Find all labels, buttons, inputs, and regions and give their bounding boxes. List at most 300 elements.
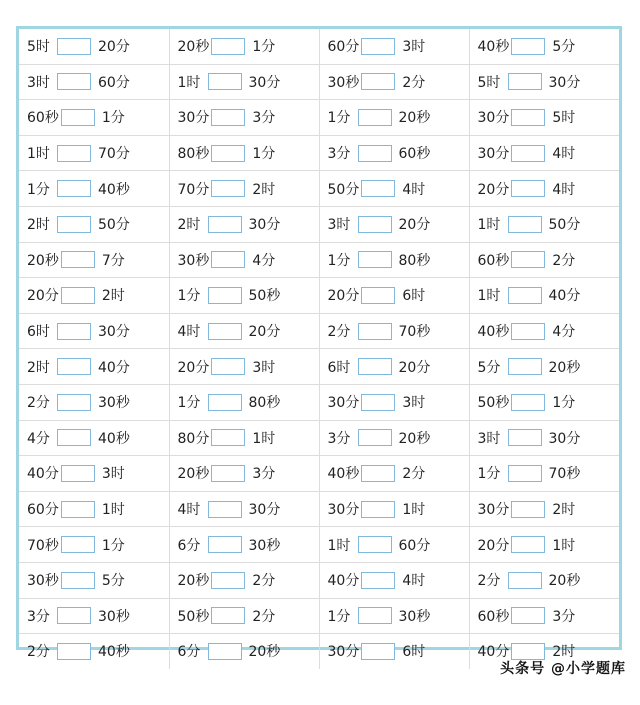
- right-quantity: 30分: [548, 430, 581, 447]
- comparison-problem: [170, 428, 319, 448]
- answer-box[interactable]: [211, 465, 245, 482]
- problem-cell: [19, 278, 169, 314]
- left-quantity: 80分: [177, 430, 210, 447]
- left-quantity: 1分: [177, 288, 201, 305]
- left-quantity: 20分: [327, 288, 360, 305]
- right-quantity: 20秒: [248, 644, 281, 661]
- answer-box[interactable]: [511, 536, 545, 553]
- comparison-problem: [470, 357, 620, 377]
- answer-box[interactable]: [511, 38, 545, 55]
- comparison-problem: [170, 463, 319, 483]
- comparison-problem: [170, 392, 319, 412]
- left-quantity: 1时: [477, 288, 501, 305]
- right-quantity: 3分: [552, 608, 576, 625]
- right-quantity: 50秒: [248, 288, 281, 305]
- problem-cell: [469, 64, 619, 100]
- table-row: [19, 491, 619, 527]
- left-quantity: 70分: [177, 181, 210, 198]
- left-quantity: 6时: [327, 359, 351, 376]
- worksheet-table-frame: [16, 26, 622, 661]
- comparison-problem: [170, 250, 319, 270]
- left-quantity: 1时: [327, 537, 351, 554]
- comparison-problem: [470, 570, 620, 590]
- right-quantity: 1分: [101, 110, 125, 127]
- answer-box[interactable]: [361, 38, 395, 55]
- comparison-problem: [19, 107, 169, 127]
- comparison-problem: [470, 72, 620, 92]
- answer-box[interactable]: [57, 607, 91, 624]
- problem-cell: [469, 206, 619, 242]
- right-quantity: 4时: [402, 573, 426, 590]
- right-quantity: 4分: [552, 324, 576, 341]
- answer-box[interactable]: [208, 536, 242, 553]
- problem-cell: [169, 64, 319, 100]
- answer-box[interactable]: [57, 73, 91, 90]
- left-quantity: 50分: [327, 181, 360, 198]
- answer-box[interactable]: [511, 180, 545, 197]
- problem-cell: [169, 420, 319, 456]
- answer-box[interactable]: [57, 394, 91, 411]
- answer-box[interactable]: [358, 429, 392, 446]
- left-quantity: 1时: [477, 217, 501, 234]
- comparison-problem: [170, 214, 319, 234]
- right-quantity: 40分: [98, 359, 130, 376]
- problem-cell: [169, 278, 319, 314]
- left-quantity: 20分: [27, 288, 59, 305]
- right-quantity: 3时: [402, 39, 426, 56]
- comparison-problem: [19, 392, 169, 412]
- right-quantity: 2分: [552, 252, 576, 269]
- answer-box[interactable]: [358, 607, 392, 624]
- left-quantity: 4时: [177, 502, 201, 519]
- table-row: [19, 527, 619, 563]
- right-quantity: 50分: [548, 217, 581, 234]
- answer-box[interactable]: [361, 287, 395, 304]
- right-quantity: 1时: [402, 502, 426, 519]
- comparison-problem: [19, 72, 169, 92]
- answer-box[interactable]: [511, 501, 545, 518]
- footer-watermark: 头条号 @小学题库: [500, 661, 626, 677]
- left-quantity: 1分: [477, 466, 501, 483]
- right-quantity: 20秒: [548, 573, 581, 590]
- table-row: [19, 242, 619, 278]
- left-quantity: 5时: [27, 39, 50, 56]
- problem-cell: [469, 171, 619, 207]
- problem-cell: [469, 384, 619, 420]
- problem-cell: [469, 420, 619, 456]
- comparison-problem: [320, 214, 469, 234]
- left-quantity: 20秒: [177, 39, 210, 56]
- answer-box[interactable]: [511, 251, 545, 268]
- right-quantity: 4时: [402, 181, 426, 198]
- left-quantity: 5分: [477, 359, 501, 376]
- problem-cell: [169, 135, 319, 171]
- comparison-problem: [320, 321, 469, 341]
- left-quantity: 30分: [477, 110, 510, 127]
- left-quantity: 30分: [327, 502, 360, 519]
- comparison-problem: [470, 535, 620, 555]
- left-quantity: 30秒: [327, 74, 360, 91]
- comparison-problem: [470, 321, 620, 341]
- answer-box[interactable]: [208, 643, 242, 660]
- answer-box[interactable]: [358, 323, 392, 340]
- answer-box[interactable]: [57, 38, 91, 55]
- right-quantity: 30秒: [98, 608, 130, 625]
- table-row: [19, 562, 619, 598]
- problem-cell: [19, 349, 169, 385]
- left-quantity: 1时: [177, 74, 201, 91]
- comparison-problem: [19, 143, 169, 163]
- problem-cell: [469, 242, 619, 278]
- problem-cell: [319, 135, 469, 171]
- comparison-problem: [320, 179, 469, 199]
- comparison-problem: [19, 321, 169, 341]
- right-quantity: 1时: [101, 502, 125, 519]
- table-row: [19, 598, 619, 634]
- problem-cell: [319, 100, 469, 136]
- left-quantity: 5时: [477, 74, 501, 91]
- answer-box[interactable]: [208, 394, 242, 411]
- comparison-problem: [320, 36, 469, 56]
- right-quantity: 1分: [552, 395, 576, 412]
- comparison-problem: [320, 357, 469, 377]
- left-quantity: 40秒: [477, 39, 510, 56]
- problem-cell: [19, 420, 169, 456]
- left-quantity: 2时: [27, 359, 50, 376]
- left-quantity: 50秒: [477, 395, 510, 412]
- answer-box[interactable]: [61, 465, 95, 482]
- left-quantity: 4时: [177, 324, 201, 341]
- comparison-problem: [470, 606, 620, 626]
- answer-box[interactable]: [57, 145, 91, 162]
- answer-box[interactable]: [508, 358, 542, 375]
- comparison-problem: [19, 499, 169, 519]
- left-quantity: 2时: [27, 217, 50, 234]
- comparison-problem: [320, 535, 469, 555]
- left-quantity: 40分: [477, 644, 510, 661]
- answer-box[interactable]: [57, 643, 91, 660]
- answer-box[interactable]: [57, 358, 91, 375]
- comparison-problem: [470, 107, 620, 127]
- problem-cell: [169, 206, 319, 242]
- right-quantity: 60分: [98, 74, 130, 91]
- answer-box[interactable]: [358, 358, 392, 375]
- right-quantity: 2分: [402, 466, 426, 483]
- comparison-problem: [320, 285, 469, 305]
- left-quantity: 30秒: [27, 573, 59, 590]
- left-quantity: 50秒: [177, 608, 210, 625]
- right-quantity: 4时: [552, 181, 576, 198]
- right-quantity: 20分: [98, 39, 130, 56]
- right-quantity: 4时: [552, 146, 576, 163]
- answer-box[interactable]: [511, 145, 545, 162]
- answer-box[interactable]: [208, 501, 242, 518]
- comparison-problem: [19, 357, 169, 377]
- answer-box[interactable]: [211, 607, 245, 624]
- left-quantity: 1分: [177, 395, 201, 412]
- right-quantity: 80秒: [248, 395, 281, 412]
- left-quantity: 3时: [477, 430, 501, 447]
- comparison-problem: [170, 357, 319, 377]
- comparison-problem: [470, 428, 620, 448]
- left-quantity: 70秒: [27, 537, 59, 554]
- problem-cell: [319, 278, 469, 314]
- answer-box[interactable]: [511, 607, 545, 624]
- problem-cell: [169, 634, 319, 669]
- right-quantity: 3时: [252, 359, 276, 376]
- answer-box[interactable]: [61, 501, 95, 518]
- answer-box[interactable]: [361, 180, 395, 197]
- answer-box[interactable]: [211, 251, 245, 268]
- left-quantity: 3分: [327, 430, 351, 447]
- problem-cell: [469, 135, 619, 171]
- answer-box[interactable]: [211, 429, 245, 446]
- left-quantity: 20秒: [177, 573, 210, 590]
- answer-box[interactable]: [208, 73, 242, 90]
- answer-box[interactable]: [361, 643, 395, 660]
- problem-cell: [469, 527, 619, 563]
- right-quantity: 2时: [252, 181, 276, 198]
- problem-cell: [19, 527, 169, 563]
- left-quantity: 6分: [177, 537, 201, 554]
- table-body: [19, 29, 619, 669]
- right-quantity: 40分: [548, 288, 581, 305]
- answer-box[interactable]: [61, 251, 95, 268]
- problem-cell: [169, 562, 319, 598]
- right-quantity: 2分: [252, 608, 276, 625]
- answer-box[interactable]: [361, 73, 395, 90]
- answer-box[interactable]: [208, 323, 242, 340]
- problem-cell: [469, 278, 619, 314]
- comparison-problem: [170, 36, 319, 56]
- answer-box[interactable]: [361, 394, 395, 411]
- answer-box[interactable]: [358, 251, 392, 268]
- answer-box[interactable]: [61, 572, 95, 589]
- left-quantity: 60分: [327, 39, 360, 56]
- problem-cell: [319, 456, 469, 492]
- problem-cell: [319, 29, 469, 64]
- problem-cell: [469, 598, 619, 634]
- right-quantity: 30分: [98, 324, 130, 341]
- right-quantity: 2分: [252, 573, 276, 590]
- problem-cell: [19, 562, 169, 598]
- answer-box[interactable]: [511, 394, 545, 411]
- problem-cell: [319, 313, 469, 349]
- left-quantity: 4分: [27, 430, 50, 447]
- right-quantity: 60秒: [398, 146, 431, 163]
- comparison-problem: [19, 179, 169, 199]
- comparison-problem: [19, 36, 169, 56]
- right-quantity: 40秒: [98, 181, 130, 198]
- right-quantity: 50分: [98, 217, 130, 234]
- problem-cell: [319, 420, 469, 456]
- right-quantity: 6时: [402, 644, 426, 661]
- right-quantity: 20秒: [548, 359, 581, 376]
- right-quantity: 20分: [398, 359, 431, 376]
- answer-box[interactable]: [208, 287, 242, 304]
- comparison-problem: [470, 143, 620, 163]
- left-quantity: 20分: [177, 359, 210, 376]
- answer-box[interactable]: [361, 465, 395, 482]
- answer-box[interactable]: [508, 572, 542, 589]
- answer-box[interactable]: [508, 465, 542, 482]
- right-quantity: 70分: [98, 146, 130, 163]
- answer-box[interactable]: [358, 216, 392, 233]
- answer-box[interactable]: [511, 323, 545, 340]
- answer-box[interactable]: [211, 180, 245, 197]
- answer-box[interactable]: [358, 536, 392, 553]
- right-quantity: 40秒: [98, 430, 130, 447]
- table-row: [19, 206, 619, 242]
- problem-cell: [169, 598, 319, 634]
- problem-cell: [469, 456, 619, 492]
- answer-box[interactable]: [61, 287, 95, 304]
- right-quantity: 2时: [552, 502, 576, 519]
- right-quantity: 5时: [552, 110, 576, 127]
- left-quantity: 1分: [27, 181, 50, 198]
- comparison-problem: [320, 606, 469, 626]
- answer-box[interactable]: [57, 323, 91, 340]
- answer-box[interactable]: [358, 109, 392, 126]
- left-quantity: 3分: [27, 608, 50, 625]
- problem-cell: [169, 100, 319, 136]
- comparison-problem: [470, 250, 620, 270]
- problem-cell: [19, 29, 169, 64]
- comparison-problem: [170, 179, 319, 199]
- right-quantity: 20分: [248, 324, 281, 341]
- problem-cell: [319, 562, 469, 598]
- left-quantity: 3时: [27, 74, 50, 91]
- left-quantity: 2时: [177, 217, 201, 234]
- problem-cell: [319, 598, 469, 634]
- right-quantity: 30秒: [98, 395, 130, 412]
- left-quantity: 30秒: [177, 252, 210, 269]
- table-row: [19, 456, 619, 492]
- answer-box[interactable]: [208, 216, 242, 233]
- right-quantity: 3分: [252, 110, 276, 127]
- answer-box[interactable]: [508, 73, 542, 90]
- comparison-problem: [470, 214, 620, 234]
- left-quantity: 30分: [177, 110, 210, 127]
- left-quantity: 30分: [477, 502, 510, 519]
- answer-box[interactable]: [57, 429, 91, 446]
- left-quantity: 40秒: [477, 324, 510, 341]
- right-quantity: 80秒: [398, 252, 431, 269]
- answer-box[interactable]: [511, 109, 545, 126]
- left-quantity: 20秒: [27, 252, 59, 269]
- table-row: [19, 384, 619, 420]
- comparison-problem: [320, 392, 469, 412]
- problem-cell: [19, 384, 169, 420]
- problem-cell: [469, 491, 619, 527]
- problem-cell: [169, 491, 319, 527]
- right-quantity: 20秒: [398, 110, 431, 127]
- right-quantity: 30分: [548, 74, 581, 91]
- problem-cell: [19, 491, 169, 527]
- right-quantity: 5分: [552, 39, 576, 56]
- right-quantity: 2时: [552, 644, 576, 661]
- answer-box[interactable]: [508, 429, 542, 446]
- right-quantity: 1分: [101, 537, 125, 554]
- comparison-problem: [170, 107, 319, 127]
- problem-cell: [319, 527, 469, 563]
- answer-box[interactable]: [358, 145, 392, 162]
- left-quantity: 60秒: [27, 110, 59, 127]
- answer-box[interactable]: [361, 572, 395, 589]
- answer-box[interactable]: [211, 572, 245, 589]
- answer-box[interactable]: [57, 180, 91, 197]
- right-quantity: 70秒: [548, 466, 581, 483]
- table-row: [19, 29, 619, 64]
- problem-cell: [319, 491, 469, 527]
- right-quantity: 40秒: [98, 644, 130, 661]
- answer-box[interactable]: [211, 358, 245, 375]
- right-quantity: 1时: [252, 430, 276, 447]
- right-quantity: 70秒: [398, 324, 431, 341]
- table-row: [19, 278, 619, 314]
- left-quantity: 6时: [27, 324, 50, 341]
- right-quantity: 3时: [101, 466, 125, 483]
- problem-cell: [19, 598, 169, 634]
- answer-box[interactable]: [508, 287, 542, 304]
- right-quantity: 2分: [402, 74, 426, 91]
- problem-cell: [19, 634, 169, 669]
- right-quantity: 6时: [402, 288, 426, 305]
- comparison-problem: [320, 463, 469, 483]
- comparison-problem: [170, 143, 319, 163]
- left-quantity: 20秒: [177, 466, 210, 483]
- left-quantity: 80秒: [177, 146, 210, 163]
- left-quantity: 2分: [27, 395, 50, 412]
- answer-box[interactable]: [61, 536, 95, 553]
- comparison-problem: [170, 499, 319, 519]
- right-quantity: 5分: [101, 573, 125, 590]
- comparison-problem: [19, 463, 169, 483]
- answer-box[interactable]: [508, 216, 542, 233]
- answer-box[interactable]: [57, 216, 91, 233]
- answer-box[interactable]: [361, 501, 395, 518]
- left-quantity: 1分: [327, 110, 351, 127]
- comparison-problem: [470, 463, 620, 483]
- left-quantity: 20分: [477, 181, 510, 198]
- right-quantity: 4分: [252, 252, 276, 269]
- comparison-problem: [19, 214, 169, 234]
- comparison-problem: [170, 285, 319, 305]
- left-quantity: 2分: [477, 573, 501, 590]
- problem-cell: [19, 100, 169, 136]
- problem-cell: [319, 634, 469, 669]
- comparison-problem: [470, 499, 620, 519]
- comparison-problem: [470, 36, 620, 56]
- answer-box[interactable]: [211, 38, 245, 55]
- left-quantity: 30分: [477, 146, 510, 163]
- answer-box[interactable]: [211, 145, 245, 162]
- comparison-problem: [170, 321, 319, 341]
- right-quantity: 60分: [398, 537, 431, 554]
- table-row: [19, 349, 619, 385]
- right-quantity: 30秒: [248, 537, 281, 554]
- comparison-problem: [170, 535, 319, 555]
- comparison-problem: [19, 641, 169, 661]
- comparison-problem: [320, 107, 469, 127]
- left-quantity: 1分: [327, 252, 351, 269]
- problem-cell: [469, 562, 619, 598]
- left-quantity: 40分: [27, 466, 59, 483]
- problem-cell: [19, 135, 169, 171]
- table-row: [19, 64, 619, 100]
- answer-box[interactable]: [211, 109, 245, 126]
- answer-box[interactable]: [61, 109, 95, 126]
